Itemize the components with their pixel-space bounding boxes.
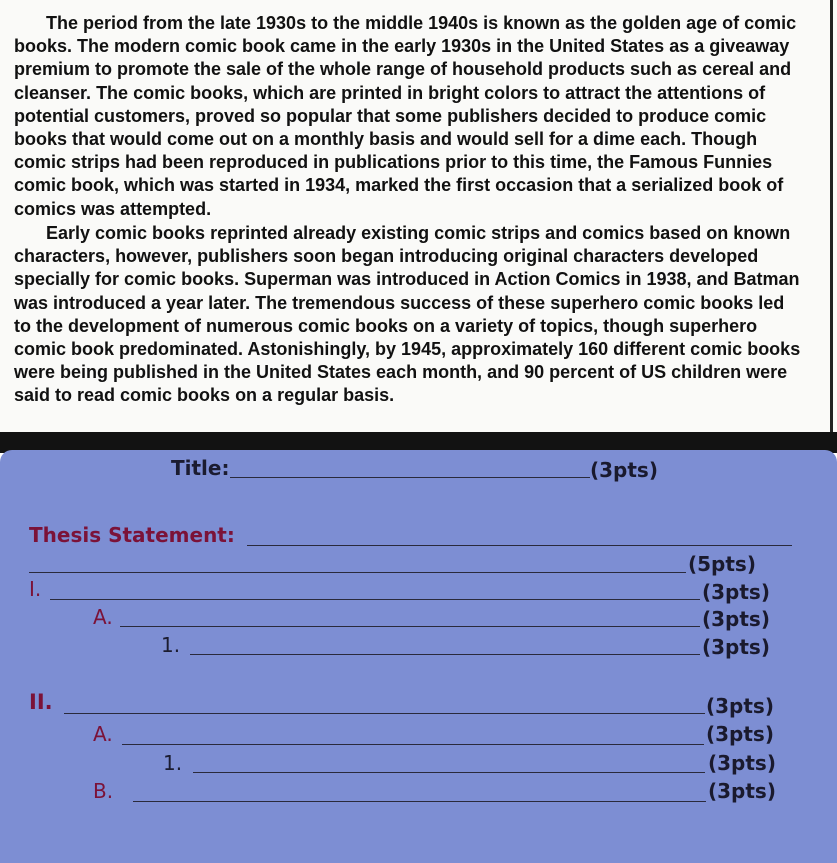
passage-edge-bar [830, 0, 833, 432]
section-1-a-1-blank[interactable] [190, 654, 700, 655]
title-label: Title: [171, 456, 230, 480]
section-2-a-1-label: 1. [163, 751, 183, 775]
thesis-blank-line-2[interactable] [29, 572, 686, 573]
section-2-blank[interactable] [64, 713, 705, 714]
section-2-points: (3pts) [706, 694, 774, 718]
section-2-a-1-points: (3pts) [708, 751, 776, 775]
section-1-a-label: A. [93, 605, 113, 629]
title-blank[interactable] [230, 477, 590, 478]
thesis-points: (5pts) [688, 552, 756, 576]
passage-paragraph-2: Early comic books reprinted already existing comic strips and comics based on known characters, however, publishers soon began introducing original characters developed specially for comic books. Superman was introduced in Action Comics in 1938, and Batman was introduced a year later. The tremendous success of these superhero comic books led to the development of numerous comic books on a variety of topics, though superhero comic book predominated. Astonishingly, by 1945, approximately 160 different comic books were being published in the United States each month, and 90 percent of US children were said to read comic books on a regular basis. [14, 223, 801, 406]
section-1-a-points: (3pts) [702, 607, 770, 631]
section-1-blank[interactable] [50, 599, 700, 600]
section-2-b-label: B. [93, 779, 114, 803]
outline-worksheet [0, 450, 837, 863]
section-2-b-blank[interactable] [133, 801, 706, 802]
section-1-a-1-points: (3pts) [702, 635, 770, 659]
section-1-label: I. [29, 577, 42, 601]
passage-paragraph-1: The period from the late 1930s to the middle 1940s is known as the golden age of comic books. The modern comic book came in the early 1930s in the United States as a giveaway premium to promote the sale of the whole range of household products such as cereal and cleanser. The comic books, which are printed in bright colors to attract the attentions of potential customers, proved so popular that some publishers decided to produce comic books that would come out on a monthly basis and would sell for a dime each. Though comic strips had been reproduced in publications prior to this time, the Famous Funnies comic book, which was started in 1934, marked the first occasion that a serialized book of comics was attempted. [14, 13, 797, 219]
section-2-a-1-blank[interactable] [193, 772, 705, 773]
section-2-label: II. [29, 690, 53, 714]
thesis-label: Thesis Statement: [29, 523, 235, 547]
title-points: (3pts) [590, 458, 658, 482]
section-2-a-blank[interactable] [122, 744, 704, 745]
section-2-a-label: A. [93, 722, 113, 746]
section-1-a-blank[interactable] [120, 626, 700, 627]
section-2-a-points: (3pts) [706, 722, 774, 746]
section-1-points: (3pts) [702, 580, 770, 604]
section-2-b-points: (3pts) [708, 779, 776, 803]
thesis-blank-line-1[interactable] [247, 545, 792, 546]
section-1-a-1-label: 1. [161, 633, 181, 657]
